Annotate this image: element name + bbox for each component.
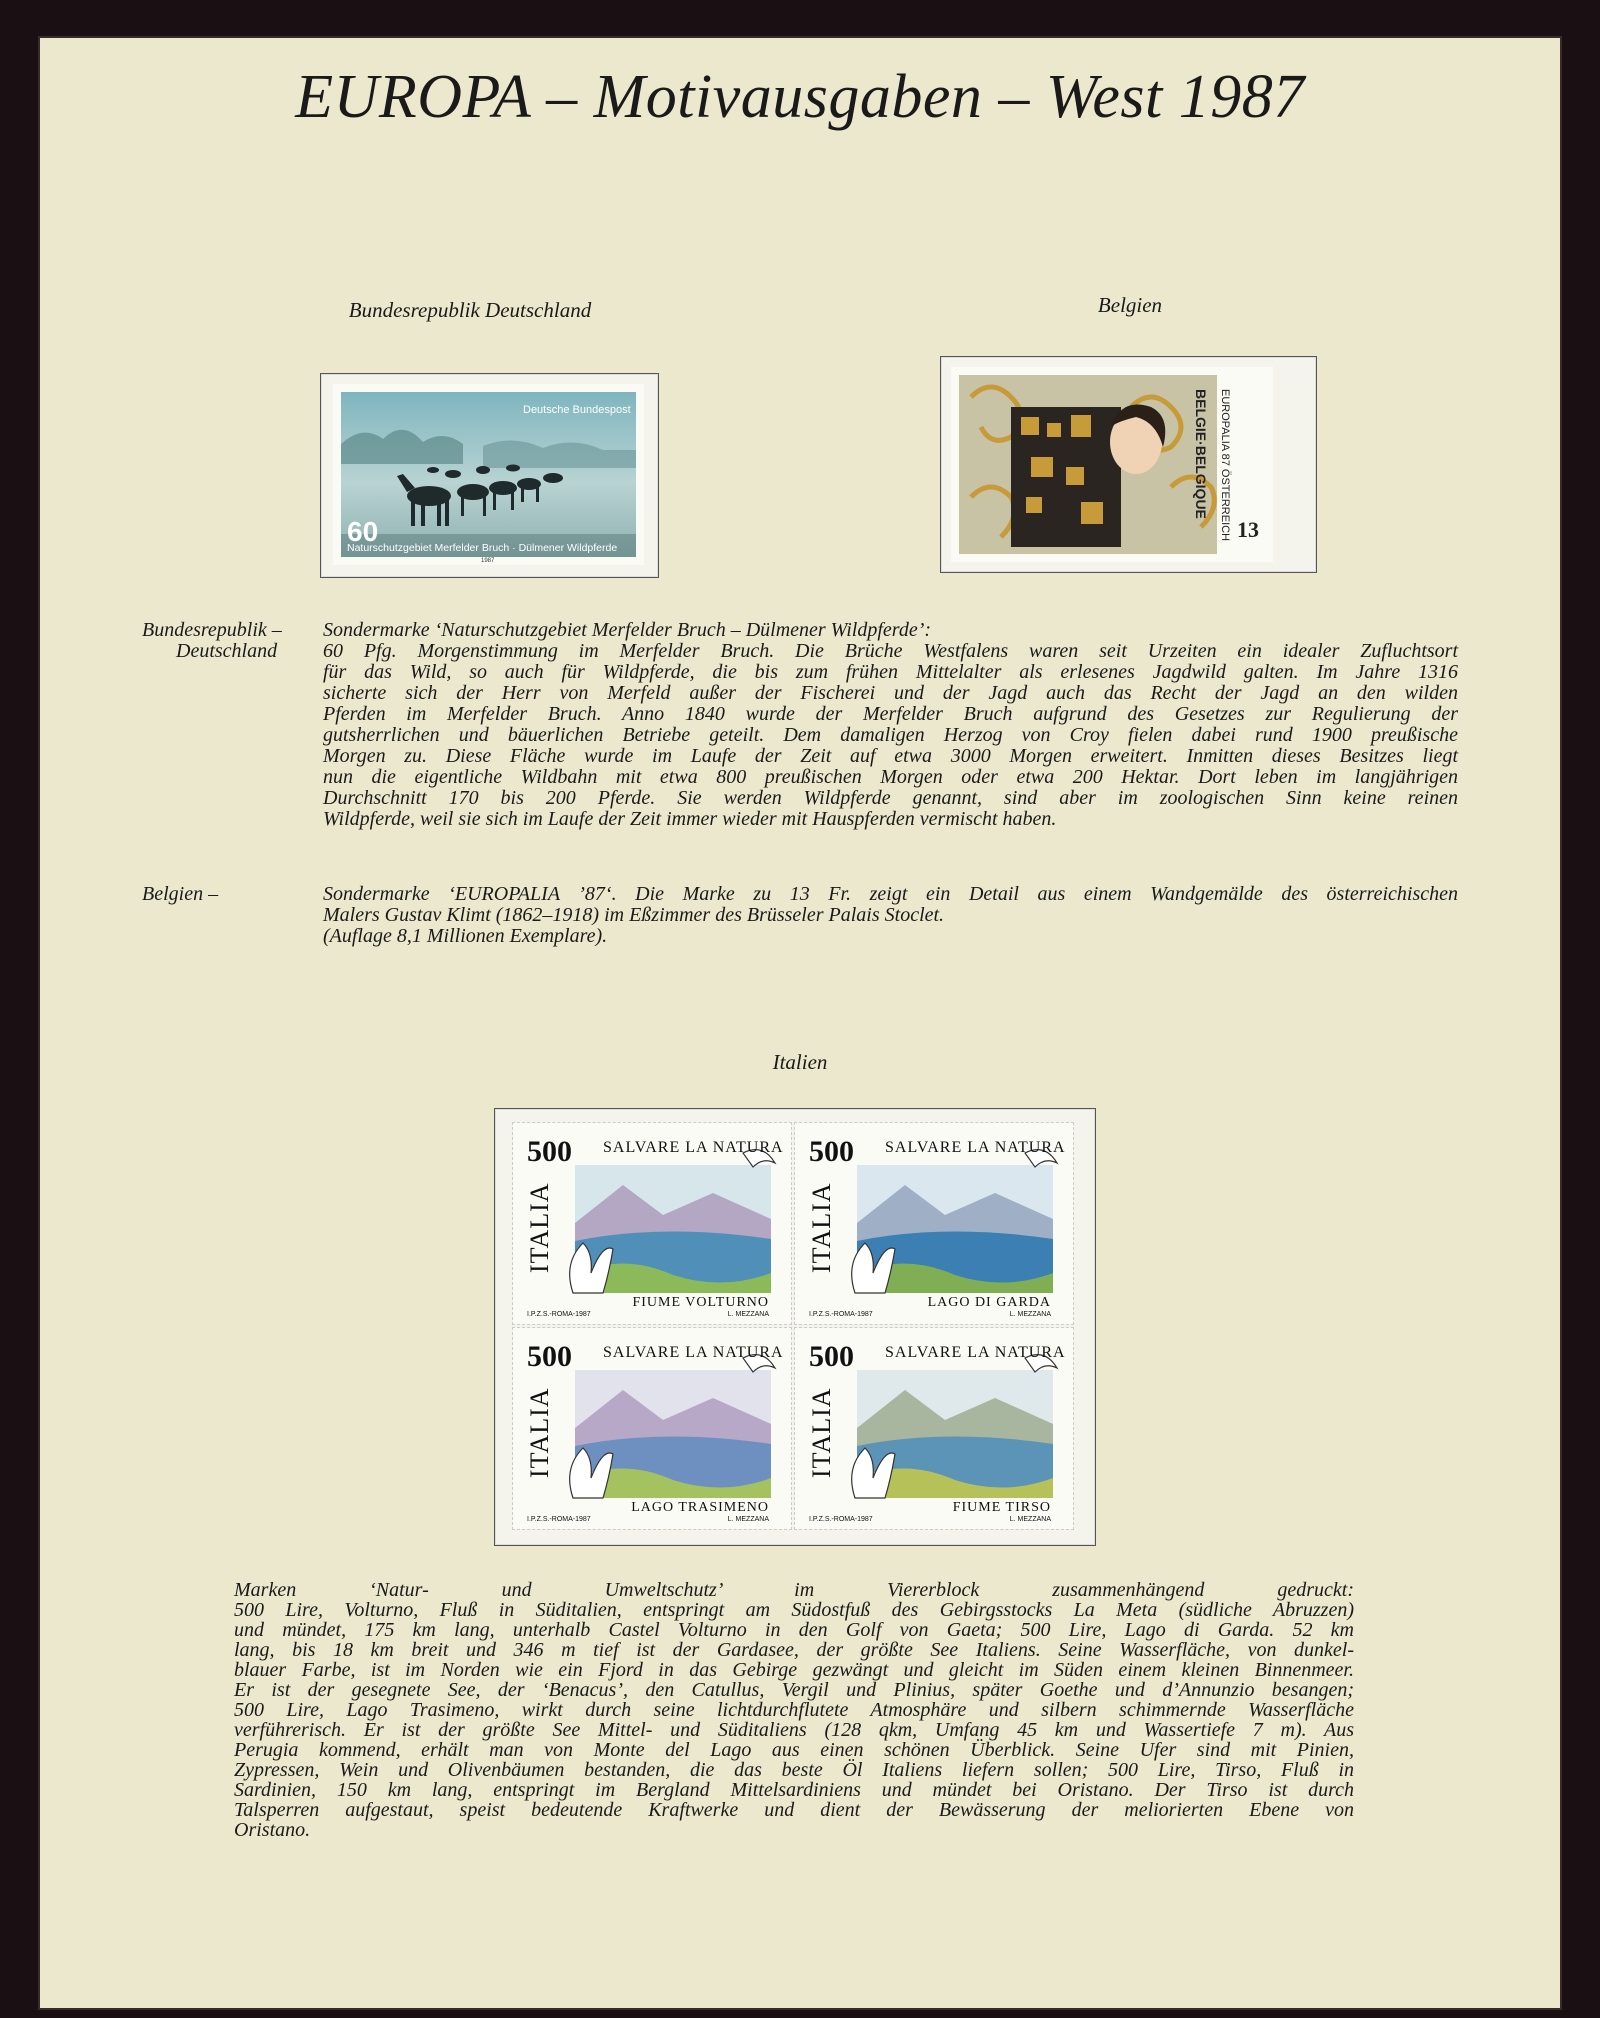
- text-line: Pferden im Merfelder Bruch. Anno 1840 wurde der Merfelder Bruch aufgrund des Gesetzes zur Regulierung der: [323, 703, 1458, 725]
- stamp-italy: [513, 1123, 791, 1324]
- text-line: Marken ‘Natur- und Umweltschutz’ im Viererblock zusammenhängend gedruckt:: [234, 1579, 1354, 1601]
- text-line: Perugia kommend, erhält man von Monte del Lago aus einen schönen Überblick. Seine Ufer sind mit Pinien,: [234, 1739, 1354, 1761]
- text-line: gutsherrlichen und bäuerlichen Betriebe geteilt. Dem damaligen Herzog von Croy fielen dabei rund 1900 preußische: [323, 724, 1458, 746]
- text-line: und mündet, 175 km lang, unterhalb Castel Volturno in den Golf von Gaeta; 500 Lire, Lago di Garda. 52 km: [234, 1619, 1354, 1641]
- text-line: Durchschnitt 170 bis 200 Pferde. Sie werden Wildpferde genannt, sind aber im zoologischen Sinn keine reinen: [323, 787, 1458, 809]
- text-line: sicherte sich der Herr von Merfeld außer der Fischerei und der Jagd auch das Recht der Jagd an den wilden: [323, 682, 1458, 704]
- stamp-italy-value: 500: [527, 1340, 572, 1373]
- stamp-mount-italy: [494, 1108, 1096, 1546]
- stamp-italy: [513, 1328, 791, 1529]
- germany-heading: Sondermarke ‘Naturschutzgebiet Merfelder Bruch – Dülmener Wildpferde’:: [323, 619, 932, 641]
- stamp-italy-name: FIUME TIRSO: [952, 1500, 1051, 1515]
- text-line: 500 Lire, Lago Trasimeno, wirkt durch seine lichtdurchflutete Atmosphäre und silbern schimmernde Wasserfläche: [234, 1699, 1354, 1721]
- text-line: Zypressen, Wein und Olivenbäumen bestanden, die das beste Öl Italiens liefern sollen; 500 Lire, Tirso, Fluß in: [234, 1759, 1354, 1781]
- text-line: Oristano.: [234, 1819, 311, 1841]
- stamp-italy-name: LAGO TRASIMENO: [631, 1500, 769, 1515]
- belgium-description: [323, 884, 1458, 947]
- stamp-italy-country: ITALIA: [807, 1182, 836, 1273]
- stamp-mount-germany: [320, 373, 659, 578]
- stamp-germany-issuer: Deutsche Bundespost: [523, 404, 631, 416]
- page-title: EUROPA – Motivausgaben – West 1987: [295, 63, 1305, 131]
- text-line: 60 Pfg. Morgenstimmung im Merfelder Bruch. Die Brüche Westfalens waren seit Urzeiten ein idealer Zufluchtsort: [323, 640, 1458, 662]
- stamp-italy-value: 500: [809, 1135, 854, 1168]
- stamp-italy-motto: SALVARE LA NATURA: [603, 1139, 784, 1156]
- stamp-italy-name: FIUME VOLTURNO: [632, 1295, 769, 1310]
- stamp-italy-designer: L. MEZZANA: [727, 1311, 769, 1318]
- stamp-mount-belgium: [940, 356, 1317, 573]
- text-line: (Auflage 8,1 Millionen Exemplare).: [323, 925, 608, 947]
- stamp-belgium-country: BELGIE·BELGIQUE: [1193, 389, 1209, 519]
- caption-germany: Bundesrepublik Deutschland: [348, 298, 592, 322]
- stamp-germany: [333, 384, 644, 565]
- stamp-italy-country: ITALIA: [525, 1182, 554, 1273]
- stamp-italy-value: 500: [809, 1340, 854, 1373]
- text-line: Sardinien, 150 km lang, entspringt im Bergland Mittelsardiniens und mündet bei Oristano. Der Tirso ist durch: [234, 1779, 1354, 1801]
- label-belgium: Belgien –: [142, 883, 219, 905]
- stamp-italy-designer: L. MEZZANA: [1009, 1516, 1051, 1523]
- caption-italy: Italien: [772, 1050, 828, 1074]
- text-line: Wildpferde, weil sie sich im Laufe der Zeit immer wieder mit Hauspferden vermischt haben.: [323, 808, 1057, 830]
- label-germany-line1: Bundesrepublik –: [142, 619, 282, 641]
- caption-belgium: Belgien: [1097, 293, 1163, 317]
- stamp-germany-year: 1987: [481, 558, 495, 564]
- text-line: Er ist der gesegnete See, der ‘Benacus’, den Catullus, Vergil und Plinius, später Goethe und d’Annunzio besangen;: [234, 1679, 1354, 1701]
- stamp-belgium: [951, 367, 1273, 562]
- text-line: Talsperren aufgestaut, speist bedeutende Kraftwerke und dient der Bewässerung der meliorierten Ebene von: [234, 1799, 1354, 1821]
- text-line: Morgen zu. Diese Fläche wurde im Laufe der Zeit auf etwa 3000 Morgen erweitert. Inmitten dieses Besitzes liegt: [323, 745, 1458, 767]
- stamp-italy-name: LAGO DI GARDA: [927, 1295, 1051, 1310]
- stamp-germany-value: 60: [347, 516, 379, 547]
- text-line: Malers Gustav Klimt (1862–1918) im Eßzimmer des Brüsseler Palais Stoclet.: [323, 904, 945, 926]
- stamp-italy-motto: SALVARE LA NATURA: [603, 1344, 784, 1361]
- stamp-belgium-value: 13: [1237, 517, 1259, 542]
- stamp-italy-value: 500: [527, 1135, 572, 1168]
- text-line: blauer Farbe, ist im Norden wie ein Fjord in das Gebirge gezwängt und gleicht im Süden einem kleinen Binnenmeer.: [234, 1659, 1354, 1681]
- stamp-italy: [795, 1123, 1073, 1324]
- italy-description: [234, 1580, 1354, 1840]
- stamp-belgium-text: EUROPALIA 87 ÖSTERREICH: [1219, 389, 1231, 542]
- label-germany-line2: Deutschland: [176, 640, 278, 662]
- text-line: für das Wild, so auch für Wildpferde, die bis zum frühen Mittelalter als erlesenes Jagdwild galten. Im Jahre 1316: [323, 661, 1458, 683]
- italy-block: [513, 1123, 1073, 1529]
- text-line: Sondermarke ‘EUROPALIA ’87‘. Die Marke zu 13 Fr. zeigt ein Detail aus einem Wandgemälde des österreichischen: [323, 883, 1458, 905]
- stamp-italy-printer: I.P.Z.S.-ROMA-1987: [809, 1311, 873, 1318]
- stamp-italy-designer: L. MEZZANA: [727, 1516, 769, 1523]
- stamp-italy-printer: I.P.Z.S.-ROMA-1987: [527, 1311, 591, 1318]
- text-line: lang, bis 18 km breit und 346 m tief ist der Gardasee, der größte See Italiens. Seine Wasserfläche, von dunkel-: [234, 1639, 1354, 1661]
- stamp-italy-printer: I.P.Z.S.-ROMA-1987: [527, 1516, 591, 1523]
- text-line: verführerisch. Er ist der größte See Mittel- und Süditaliens (128 qkm, Umfang 45 km und Wassertiefe 7 m). Aus: [234, 1719, 1354, 1741]
- stamp-italy-country: ITALIA: [525, 1387, 554, 1478]
- stamp-italy-designer: L. MEZZANA: [1009, 1311, 1051, 1318]
- stamp-italy-country: ITALIA: [807, 1387, 836, 1478]
- germany-description: [323, 641, 1458, 830]
- stamp-italy-printer: I.P.Z.S.-ROMA-1987: [809, 1516, 873, 1523]
- text-line: nun die eigentliche Wildbahn mit etwa 800 preußischen Morgen oder etwa 200 Hektar. Dort leben im langjährigen: [323, 766, 1458, 788]
- stamp-italy-motto: SALVARE LA NATURA: [885, 1344, 1066, 1361]
- stamp-italy: [795, 1328, 1073, 1529]
- stamp-germany-caption: Naturschutzgebiet Merfelder Bruch · Dülmener Wildpferde: [347, 542, 618, 554]
- text-line: 500 Lire, Volturno, Fluß in Süditalien, entspringt am Südostfuß des Gebirgsstocks La Meta (südliche Abruzzen): [234, 1599, 1354, 1621]
- stamp-italy-motto: SALVARE LA NATURA: [885, 1139, 1066, 1156]
